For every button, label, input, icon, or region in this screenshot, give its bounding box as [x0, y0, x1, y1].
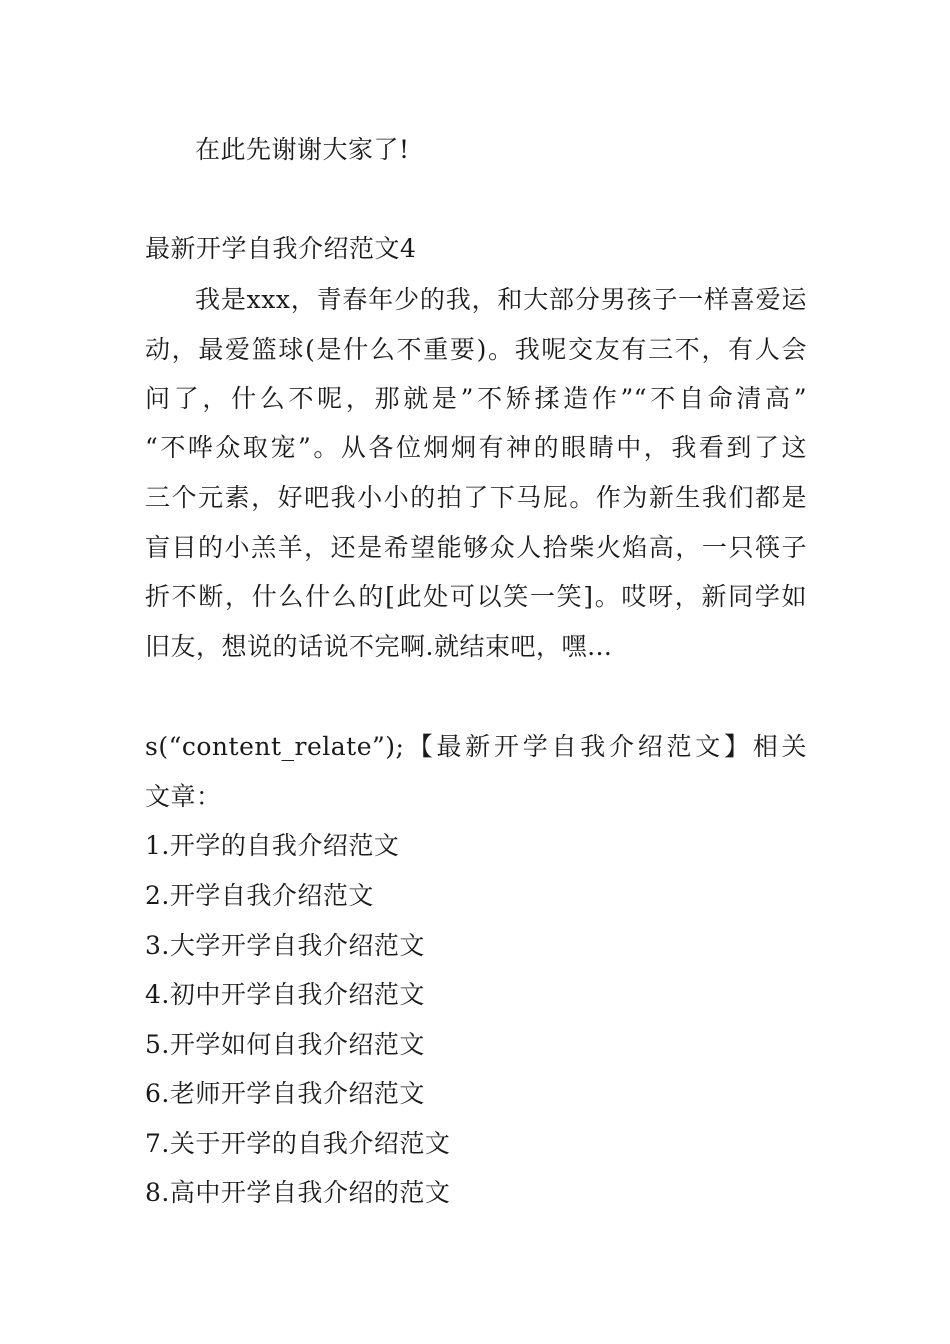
related-article-link[interactable]: 2.开学自我介绍范文	[145, 881, 374, 910]
related-article-link[interactable]: 5.开学如何自我介绍范文	[145, 1030, 425, 1059]
paragraph-line: 问了，什么不呢，那就是”不矫揉造作”“不自命清高”	[145, 384, 807, 413]
related-heading-continued: 文章：	[145, 782, 222, 811]
paragraph-line: 我是xxx，青春年少的我，和大部分男孩子一样喜爱运	[195, 285, 807, 314]
related-heading: s(“content_relate”);【最新开学自我介绍范文】相关	[145, 732, 807, 761]
related-article-link[interactable]: 4.初中开学自我介绍范文	[145, 980, 425, 1009]
paragraph-line: 盲目的小羔羊，还是希望能够众人拾柴火焰高，一只筷子	[145, 533, 807, 562]
related-article-link[interactable]: 8.高中开学自我介绍的范文	[145, 1178, 451, 1207]
paragraph-line: 旧友，想说的话说不完啊.就结束吧，嘿…	[145, 632, 613, 661]
paragraph-line: 动，最爱篮球(是什么不重要)。我呢交友有三不，有人会	[145, 335, 807, 364]
paragraph-line: 三个元素，好吧我小小的拍了下马屁。作为新生我们都是	[145, 483, 807, 512]
related-article-link[interactable]: 1.开学的自我介绍范文	[145, 831, 400, 860]
paragraph-line: “不哗众取宠”。从各位炯炯有神的眼睛中，我看到了这	[145, 433, 807, 462]
related-article-link[interactable]: 6.老师开学自我介绍范文	[145, 1079, 425, 1108]
related-article-link[interactable]: 7.关于开学的自我介绍范文	[145, 1129, 451, 1158]
related-article-link[interactable]: 3.大学开学自我介绍范文	[145, 931, 425, 960]
paragraph-line: 折不断，什么什么的[此处可以笑一笑]。哎呀，新同学如	[145, 582, 807, 611]
section-title: 最新开学自我介绍范文4	[145, 234, 417, 263]
closing-line: 在此先谢谢大家了!	[195, 135, 410, 164]
